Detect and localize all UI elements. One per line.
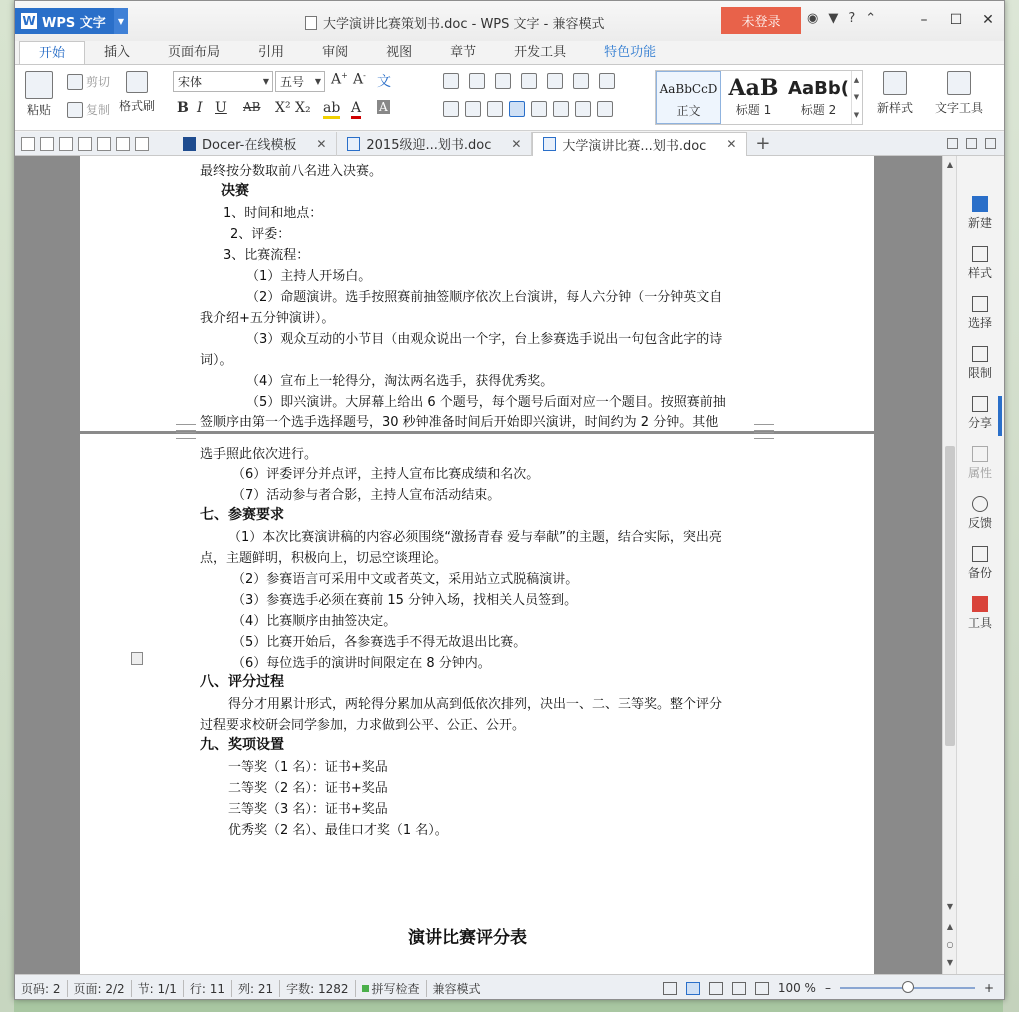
paste-label: 粘贴 (26, 103, 51, 117)
taskpane-backup[interactable] (957, 546, 1003, 581)
close-button[interactable]: ✕ (982, 12, 994, 28)
compat-mode-status: 兼容模式 (432, 981, 481, 996)
align-right-icon[interactable] (487, 101, 503, 117)
status-col: 列: 21 (232, 980, 280, 997)
taskpane-new[interactable] (957, 196, 1003, 231)
paragraph-group-row2 (443, 101, 613, 117)
style-heading-1-name: 标题 1 (735, 103, 772, 117)
tab-view[interactable]: 视图 (386, 45, 413, 60)
doc-line: 1、时间和地点： (223, 206, 323, 221)
tab-bar (15, 132, 1004, 156)
feedback-icon (972, 496, 988, 512)
taskpane-label: 限制 (967, 366, 992, 380)
ribbon-home (15, 64, 1004, 131)
tab-special-features[interactable]: 特色功能 (604, 45, 657, 60)
doc-line: （4）比赛顺序由抽签决定。 (232, 614, 397, 629)
wps-window (14, 0, 1005, 1000)
shirt-icon[interactable]: ▼ (828, 11, 839, 26)
justify-icon[interactable] (509, 101, 525, 117)
paragraph-group-row1 (443, 73, 615, 89)
distributed-icon[interactable] (531, 101, 547, 117)
bullet-list-icon[interactable] (443, 73, 459, 89)
grow-font-button[interactable]: A+ (331, 71, 348, 88)
style-heading-2-name: 标题 2 (800, 103, 837, 117)
title-tools (807, 11, 876, 26)
tab-developer[interactable]: 开发工具 (514, 45, 567, 60)
format-painter-label: 格式刷 (119, 99, 156, 113)
doc-line: 优秀奖（2 名）、最佳口才奖（1 名）。 (228, 823, 448, 838)
collapse-ribbon-icon[interactable]: ⌃ (865, 11, 877, 26)
doc-line: （5）比赛开始后，各参赛选手不得无故退出比赛。 (232, 635, 527, 650)
zoom-level[interactable]: 100 % (777, 981, 816, 995)
text-tools-label: 文字工具 (935, 101, 984, 115)
font-size-value: 五号 (280, 75, 305, 89)
fullscreen-view-icon[interactable] (663, 982, 677, 995)
taskpane-share[interactable] (957, 396, 1003, 431)
font-name-select[interactable] (173, 71, 273, 92)
scroll-thumb[interactable] (945, 446, 955, 746)
doc-heading: 九、奖项设置 (200, 737, 284, 753)
doc-line: 2、评委： (230, 227, 291, 242)
paragraph-layout-icon[interactable] (131, 652, 143, 665)
subscript-button[interactable]: X₂ (295, 100, 311, 116)
status-words[interactable]: 字数: 1282 (280, 980, 355, 997)
doc-line: （7）活动参与者合影，主持人宣布活动结束。 (232, 488, 501, 503)
quick-styles-gallery (655, 70, 863, 125)
doc-tab-label: 大学演讲比赛...划书.doc (562, 138, 707, 154)
decrease-indent-icon[interactable] (495, 73, 511, 89)
cut-label: 剪切 (86, 75, 111, 89)
status-pages[interactable]: 页面: 2/2 (68, 980, 132, 997)
style-heading-2-preview: AaBb( (788, 77, 849, 99)
page-corner-marker (176, 432, 196, 439)
scissors-icon (67, 74, 83, 90)
page-corner-marker (176, 424, 196, 431)
login-button[interactable]: 未登录 (721, 7, 801, 34)
tab-chapter[interactable]: 章节 (450, 45, 477, 60)
style-heading-2[interactable] (786, 71, 851, 124)
doc-tab-label: 2015级迎...划书.doc (366, 138, 492, 153)
font-color-button[interactable]: A (351, 100, 361, 119)
fill-color-icon[interactable] (575, 101, 591, 117)
toolbox-icon (972, 596, 988, 612)
window-title (305, 13, 604, 32)
doc-line: （4）宣布上一轮得分，淘汰两名选手，获得优秀奖。 (246, 374, 554, 389)
undo-icon[interactable] (97, 137, 111, 151)
zoom-out-icon[interactable]: – (824, 981, 831, 995)
doc-line: （3）观众互动的小节目（由观众说出一个字，台上参赛选手说出一句包含此字的诗 (246, 332, 723, 347)
doc-table-title: 演讲比赛评分表 (408, 928, 527, 948)
tab-bar-controls (947, 138, 1004, 149)
view-controls (663, 981, 1004, 995)
tab-insert[interactable]: 插入 (104, 45, 131, 60)
task-pane (956, 156, 1002, 974)
app-menu-button[interactable] (15, 8, 128, 34)
prev-page-icon[interactable]: ▲ (946, 922, 954, 931)
taskpane-properties[interactable] (957, 446, 1003, 481)
taskpane-label: 工具 (967, 616, 992, 630)
highlight-button[interactable]: ab (323, 100, 340, 119)
doc-tab-label: Docer-在线模板 (202, 138, 297, 153)
document-icon (347, 137, 360, 151)
open-icon[interactable] (21, 137, 35, 151)
docer-icon (183, 137, 196, 151)
doc-line: 3、比赛流程： (223, 248, 310, 263)
zoom-in-icon[interactable]: + (983, 981, 994, 995)
underline-button[interactable]: U (215, 100, 227, 116)
taskpane-styles[interactable] (957, 246, 1003, 281)
paste-icon (25, 71, 53, 99)
cut-button[interactable] (67, 73, 110, 90)
sort-icon[interactable] (573, 73, 589, 89)
copy-button[interactable] (67, 101, 110, 118)
quick-access-toolbar (15, 137, 173, 151)
status-row: 行: 11 (184, 980, 232, 997)
phonetic-guide-button[interactable]: 文 (377, 74, 391, 90)
zoom-slider[interactable] (840, 987, 975, 989)
scroll-top-icon[interactable]: ▲ (946, 160, 954, 169)
align-left-icon[interactable] (443, 101, 459, 117)
format-painter-button[interactable] (119, 71, 155, 114)
reading-view-icon[interactable] (755, 982, 769, 995)
doc-heading: 七、参赛要求 (200, 507, 284, 523)
table-icon[interactable] (599, 73, 615, 89)
style-heading-1[interactable] (721, 71, 786, 124)
chevron-down-icon: ▼ (314, 77, 322, 86)
bold-button[interactable]: B (177, 100, 189, 116)
next-page-icon[interactable]: ▼ (946, 958, 954, 967)
window-title-text: 大学演讲比赛策划书.doc - WPS 文字 - 兼容模式 (323, 17, 605, 32)
font-size-select[interactable] (275, 71, 325, 92)
properties-icon (972, 446, 988, 462)
customize-chevron-icon[interactable] (135, 137, 149, 151)
style-normal-name: 正文 (676, 104, 701, 118)
tab-home[interactable]: 开始 (19, 41, 85, 64)
doc-line: （1）主持人开场白。 (246, 269, 372, 284)
doc-line: （2）参赛语言可采用中文或者英文，采用站立式脱稿演讲。 (232, 572, 579, 587)
taskpane-restrict[interactable] (957, 346, 1003, 381)
taskpane-feedback[interactable] (957, 496, 1003, 531)
increase-indent-icon[interactable] (521, 73, 537, 89)
style-icon (972, 246, 988, 262)
taskpane-label: 反馈 (967, 516, 992, 530)
align-center-icon[interactable] (465, 101, 481, 117)
close-icon[interactable]: ✕ (316, 136, 327, 151)
minimize-button[interactable]: – (920, 12, 928, 28)
doc-line: （3）参赛选手必须在赛前 15 分钟入场，找相关人员签到。 (232, 593, 578, 608)
numbered-list-icon[interactable] (469, 73, 485, 89)
new-style-label: 新样式 (877, 101, 914, 115)
page-corner-marker (754, 424, 774, 431)
share-icon (972, 396, 988, 412)
zoom-slider-knob[interactable] (902, 981, 914, 993)
chevron-down-icon[interactable]: ▼ (114, 8, 128, 34)
page-2[interactable] (80, 434, 874, 974)
select-icon (972, 296, 988, 312)
status-bar (15, 974, 1004, 1000)
restore-icon[interactable] (947, 138, 958, 149)
doc-line: 我介绍+五分钟演讲）。 (200, 311, 335, 326)
new-tab-button[interactable]: + (755, 133, 771, 154)
doc-line: 三等奖（3 名）：证书+奖品 (228, 802, 388, 817)
taskpane-label: 属性 (967, 466, 992, 480)
vertical-scrollbar[interactable] (942, 156, 956, 974)
text-direction-icon[interactable] (547, 73, 563, 89)
status-page-code[interactable]: 页码: 2 (15, 980, 68, 997)
doc-line: 一等奖（1 名）：证书+奖品 (228, 760, 388, 775)
doc-line: 得分才用累计形式，两轮得分累加从高到低依次排列，决出一、二、三等奖。整个评分 (228, 697, 723, 712)
expand-icon[interactable]: ▼ (853, 111, 860, 120)
doc-line: （5）即兴演讲。大屏幕上给出 6 个题号，每个题号后面对应一个题目。按照赛前抽 (246, 395, 726, 410)
outline-view-icon[interactable] (709, 982, 723, 995)
doc-line: （6）每位选手的演讲时间限定在 8 分钟内。 (232, 656, 491, 671)
ribbon-tabs (15, 41, 1004, 64)
doc-line: 点，主题鲜明，积极向上，切忌空谈理论。 (200, 551, 448, 566)
doc-line: （2）命题演讲。选手按照赛前抽签顺序依次上台演讲，每人六分钟（一分钟英文自 (246, 290, 723, 305)
doc-line: 签顺序由第一个选手选择题号，30 秒钟准备时间后开始即兴演讲，时间约为 2 分钟。其他 (200, 415, 719, 430)
close-doc-icon[interactable] (985, 138, 996, 149)
new-doc-icon (972, 196, 988, 212)
doc-line: 二等奖（2 名）：证书+奖品 (228, 781, 388, 796)
style-heading-1-preview: AaB (728, 75, 779, 101)
doc-tab-2015[interactable] (337, 132, 532, 156)
styles-scroll[interactable] (851, 71, 861, 124)
document-icon (543, 137, 556, 151)
doc-line: 过程要求校研会同学参加，力求做到公平、公正、公开。 (200, 718, 526, 733)
new-style-button[interactable] (877, 71, 913, 116)
maximize-button[interactable]: ☐ (949, 12, 963, 28)
chevron-up-icon[interactable]: ▲ (853, 75, 860, 84)
redo-icon[interactable] (116, 137, 130, 151)
font-name-value: 宋体 (178, 75, 203, 89)
document-area[interactable] (15, 156, 942, 974)
text-tools-icon (947, 71, 971, 95)
taskpane-label: 分享 (967, 416, 992, 430)
web-view-icon[interactable] (732, 982, 746, 995)
page-view-icon[interactable] (686, 982, 700, 995)
lock-icon (972, 346, 988, 362)
taskpane-label: 选择 (967, 316, 992, 330)
page-corner-marker (754, 432, 774, 439)
doc-tab-docer[interactable] (173, 132, 337, 156)
taskpane-label: 备份 (967, 566, 992, 580)
line-spacing-icon[interactable] (553, 101, 569, 117)
new-style-icon (883, 71, 907, 95)
scroll-down-icon[interactable]: ▼ (946, 902, 954, 911)
print-icon[interactable] (59, 137, 73, 151)
chevron-down-icon: ▼ (262, 77, 270, 86)
taskpane-edge-indicator (998, 396, 1002, 436)
strikethrough-button[interactable]: AB (243, 100, 261, 114)
paste-button[interactable] (25, 71, 53, 118)
copy-label: 复制 (86, 103, 111, 117)
close-icon[interactable]: ✕ (726, 137, 737, 151)
desktop-right-strip (1003, 0, 1019, 1012)
style-normal-preview: AaBbCcD (659, 82, 718, 96)
title-bar (15, 1, 1004, 41)
window-controls (908, 7, 1004, 33)
tab-review[interactable]: 审阅 (322, 45, 349, 60)
taskpane-select[interactable] (957, 296, 1003, 331)
chevron-down-icon[interactable]: ▼ (853, 93, 860, 102)
tab-page-layout[interactable]: 页面布局 (168, 45, 221, 60)
help-icon[interactable]: ? (848, 11, 856, 26)
spell-check-status[interactable] (356, 980, 427, 997)
brush-icon (126, 71, 148, 93)
backup-icon (972, 546, 988, 562)
close-icon[interactable]: ✕ (511, 136, 522, 151)
shrink-font-button[interactable]: A- (353, 71, 366, 88)
char-shading-button[interactable]: A (379, 100, 388, 114)
doc-line: 最终按分数取前八名进入决赛。 (200, 164, 383, 179)
copy-icon (67, 102, 83, 118)
italic-button[interactable]: I (197, 100, 203, 116)
app-name: WPS 文字 (42, 15, 106, 31)
page-1[interactable] (80, 156, 874, 431)
status-section: 节: 1/1 (132, 980, 184, 997)
spell-check-icon (362, 985, 369, 992)
print-preview-icon[interactable] (78, 137, 92, 151)
doc-line: （1）本次比赛演讲稿的内容必须围绕“激扬青春 爱与奉献”的主题，结合实际，突出亮 (228, 530, 722, 545)
spell-check-label: 拼写检查 (371, 981, 420, 996)
skin-icon[interactable]: ◉ (807, 11, 819, 26)
desktop-left-strip (0, 0, 14, 1012)
border-icon[interactable] (597, 101, 613, 117)
doc-line: 选手照此依次进行。 (200, 447, 318, 462)
superscript-button[interactable]: X² (275, 100, 291, 116)
wps-logo-icon: W (22, 14, 36, 28)
taskpane-label: 新建 (967, 216, 992, 230)
save-icon[interactable] (40, 137, 54, 151)
doc-heading: 八、评分过程 (200, 674, 284, 690)
style-normal[interactable] (656, 71, 721, 124)
browse-object-icon[interactable]: ○ (946, 940, 954, 949)
taskpane-label: 样式 (967, 266, 992, 280)
document-icon (305, 16, 317, 30)
tab-references[interactable]: 引用 (258, 45, 285, 60)
doc-line: （6）评委评分并点评，主持人宣布比赛成绩和名次。 (232, 467, 540, 482)
minimize-doc-icon[interactable] (966, 138, 977, 149)
doc-line: 词）。 (200, 353, 233, 368)
doc-tab-active[interactable] (532, 132, 747, 156)
doc-heading: 决赛 (221, 183, 249, 199)
text-tools-button[interactable] (935, 71, 983, 116)
taskpane-tools[interactable] (957, 596, 1003, 631)
